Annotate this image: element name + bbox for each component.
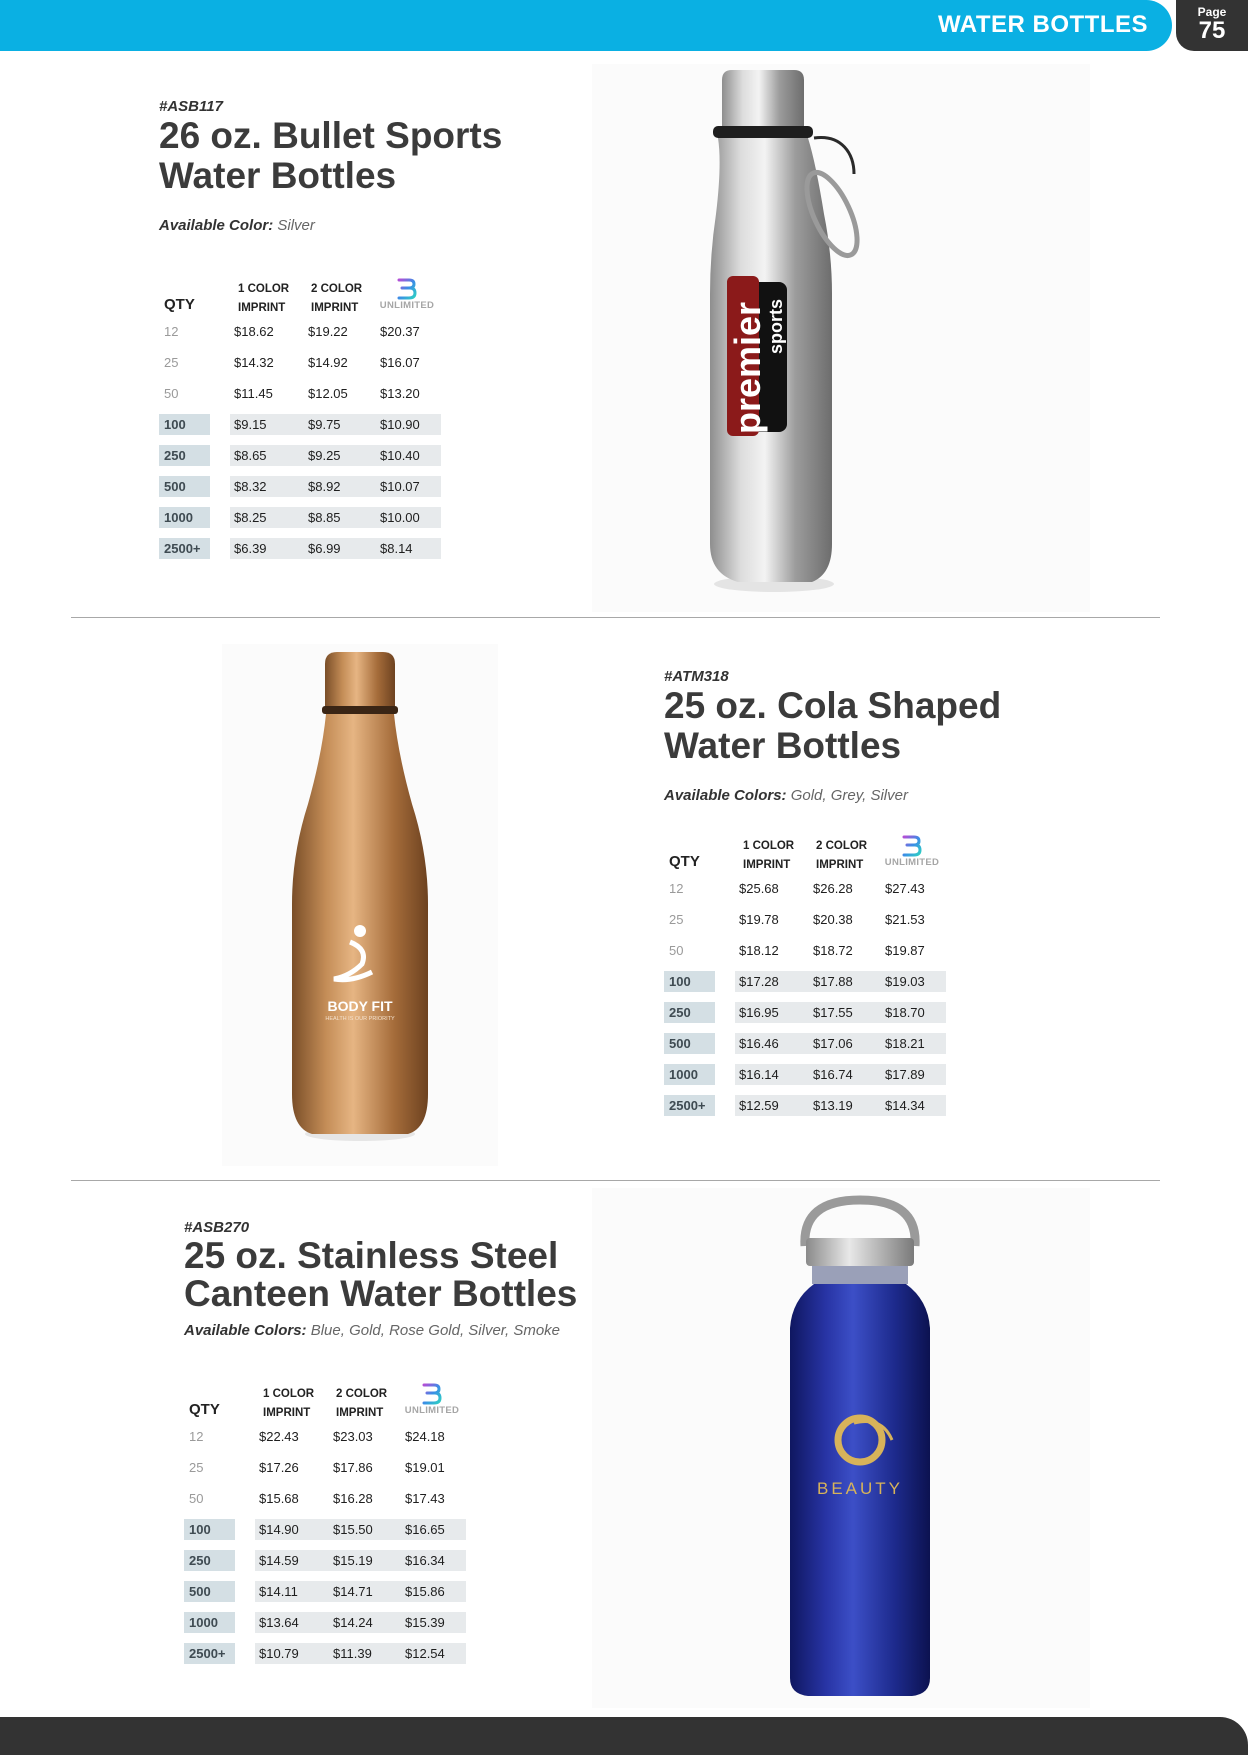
unlimited-price: $14.34	[885, 1098, 925, 1113]
two-color-price: $9.25	[308, 448, 341, 463]
product-asb117	[159, 98, 539, 568]
one-color-price: $12.59	[739, 1098, 779, 1113]
unlimited-price: $20.37	[380, 324, 420, 339]
unlimited-price: $16.65	[405, 1522, 445, 1537]
price-cells	[230, 445, 441, 466]
pricing-row	[159, 476, 441, 497]
unlimited-price: $10.00	[380, 510, 420, 525]
two-color-price: $17.86	[333, 1460, 373, 1475]
pricing-row	[184, 1519, 466, 1540]
pricing-row	[184, 1426, 466, 1447]
two-color-price: $14.71	[333, 1584, 373, 1599]
price-cells	[255, 1426, 466, 1447]
unlimited-price: $16.34	[405, 1553, 445, 1568]
pricing-table	[159, 276, 441, 566]
one-color-price: $10.79	[259, 1646, 299, 1661]
price-cells	[230, 383, 441, 404]
available-colors-value: Blue, Gold, Rose Gold, Silver, Smoke	[310, 1322, 560, 1339]
two-color-price: $19.22	[308, 324, 348, 339]
unlimited-price: $10.90	[380, 417, 420, 432]
one-color-price: $17.26	[259, 1460, 299, 1475]
two-color-price: $16.28	[333, 1491, 373, 1506]
price-cells	[255, 1519, 466, 1540]
product-title-line: 25 oz. Stainless Steel	[184, 1235, 559, 1276]
one-color-price: $17.28	[739, 974, 779, 989]
product-photo-canteen-bottle	[592, 1188, 1090, 1708]
one-color-price: $13.64	[259, 1615, 299, 1630]
price-cells	[255, 1643, 466, 1664]
unlimited-icon	[899, 835, 923, 857]
pricing-row	[159, 383, 441, 404]
one-color-price: $14.11	[259, 1584, 298, 1599]
two-color-imprint-header	[816, 837, 867, 875]
two-color-price: $13.19	[813, 1098, 853, 1113]
qty-cell: 50	[669, 943, 684, 958]
price-cells	[735, 1095, 946, 1116]
available-colors-label: Available Color:	[159, 217, 274, 234]
one-color-price: $15.68	[259, 1491, 299, 1506]
pricing-row	[184, 1457, 466, 1478]
product-sku: #ASB117	[159, 98, 223, 115]
one-color-price: $6.39	[234, 541, 267, 556]
header-line: 2 COLOR	[816, 840, 868, 852]
price-cells	[230, 538, 441, 559]
product-sku: #ATM318	[664, 668, 729, 685]
qty-cell: 100	[664, 971, 715, 992]
qty-cell: 100	[184, 1519, 235, 1540]
one-color-price: $14.90	[259, 1522, 299, 1537]
two-color-price: $14.24	[333, 1615, 373, 1630]
unlimited-price: $10.40	[380, 448, 420, 463]
unlimited-logo	[398, 1383, 466, 1417]
product-sku: #ASB270	[184, 1219, 250, 1236]
unlimited-price: $21.53	[885, 912, 925, 927]
one-color-price: $18.62	[234, 324, 274, 339]
unlimited-price: $17.89	[885, 1067, 925, 1082]
pricing-table	[184, 1381, 466, 1671]
pricing-row	[664, 1095, 946, 1116]
page-footer-bar	[0, 1717, 1248, 1755]
unlimited-price: $19.03	[885, 974, 925, 989]
one-color-imprint-header	[238, 280, 289, 318]
available-colors	[159, 217, 315, 234]
bodyfit-logo-text: BODY FIT	[327, 998, 393, 1014]
qty-cell: 50	[189, 1491, 204, 1506]
price-cells	[255, 1457, 466, 1478]
price-cells	[735, 971, 946, 992]
unlimited-price: $18.70	[885, 1005, 925, 1020]
header-line: IMPRINT	[336, 1407, 384, 1419]
one-color-price: $16.46	[739, 1036, 779, 1051]
two-color-price: $26.28	[813, 881, 853, 896]
header-line: IMPRINT	[816, 859, 864, 871]
one-color-price: $8.25	[234, 510, 267, 525]
one-color-price: $9.15	[234, 417, 267, 432]
price-cells	[230, 476, 441, 497]
pricing-row	[664, 1033, 946, 1054]
one-color-imprint-header	[263, 1385, 314, 1423]
qty-column-header: QTY	[189, 1401, 220, 1418]
bodyfit-tagline: HEALTH IS OUR PRIORITY	[325, 1016, 395, 1022]
product-photo-bullet-bottle	[592, 64, 1090, 612]
price-cells	[735, 1002, 946, 1023]
one-color-price: $19.78	[739, 912, 779, 927]
unlimited-price: $18.21	[885, 1036, 925, 1051]
header-line: 1 COLOR	[263, 1388, 315, 1400]
two-color-price: $12.05	[308, 386, 348, 401]
header-line: IMPRINT	[743, 859, 791, 871]
qty-cell: 25	[164, 355, 179, 370]
pricing-row	[184, 1488, 466, 1509]
available-colors	[184, 1322, 560, 1339]
qty-cell: 500	[184, 1581, 235, 1602]
unlimited-logo	[373, 278, 441, 312]
price-cells	[735, 940, 946, 961]
pricing-row	[184, 1643, 466, 1664]
page-label: Page	[1197, 5, 1227, 19]
unlimited-price: $17.43	[405, 1491, 445, 1506]
qty-cell: 50	[164, 386, 179, 401]
section-header-bar	[0, 0, 1172, 51]
one-color-price: $18.12	[739, 943, 779, 958]
qty-cell: 2500+	[159, 538, 210, 559]
pricing-row	[159, 538, 441, 559]
unlimited-price: $19.01	[405, 1460, 445, 1475]
page-number: 75	[1198, 17, 1226, 44]
unlimited-price: $13.20	[380, 386, 420, 401]
qty-column-header: QTY	[164, 296, 195, 313]
unlimited-price: $19.87	[885, 943, 925, 958]
canteen-bottle-image	[592, 1188, 1090, 1708]
price-cells	[255, 1581, 466, 1602]
qty-cell: 250	[159, 445, 210, 466]
pricing-row	[184, 1581, 466, 1602]
pricing-row	[159, 507, 441, 528]
pricing-row	[664, 1064, 946, 1085]
two-color-price: $8.92	[308, 479, 341, 494]
product-title-line: Water Bottles	[664, 725, 902, 766]
product-title-line: 26 oz. Bullet Sports	[159, 115, 503, 156]
qty-cell: 25	[669, 912, 684, 927]
qty-cell: 500	[159, 476, 210, 497]
unlimited-label: UNLIMITED	[884, 857, 940, 868]
pricing-row	[664, 1002, 946, 1023]
one-color-price: $16.95	[739, 1005, 779, 1020]
pricing-row	[159, 321, 441, 342]
pricing-row	[664, 878, 946, 899]
qty-cell: 12	[189, 1429, 204, 1444]
price-cells	[230, 321, 441, 342]
available-colors-label: Available Colors:	[184, 1322, 307, 1339]
qty-cell: 250	[664, 1002, 715, 1023]
unlimited-price: $12.54	[405, 1646, 445, 1661]
pricing-table	[664, 833, 946, 1123]
one-color-price: $16.14	[739, 1067, 779, 1082]
qty-cell: 500	[664, 1033, 715, 1054]
available-colors-label: Available Colors:	[664, 787, 787, 804]
qty-cell: 1000	[664, 1064, 715, 1085]
page-number-tab	[1176, 0, 1248, 51]
price-cells	[255, 1488, 466, 1509]
one-color-price: $8.65	[234, 448, 267, 463]
one-color-price: $25.68	[739, 881, 779, 896]
price-cells	[735, 1033, 946, 1054]
qty-cell: 12	[669, 881, 684, 896]
price-cells	[255, 1612, 466, 1633]
unlimited-price: $27.43	[885, 881, 925, 896]
pricing-row	[159, 352, 441, 373]
qty-cell: 250	[184, 1550, 235, 1571]
pricing-row	[664, 971, 946, 992]
one-color-price: $14.59	[259, 1553, 299, 1568]
unlimited-label: UNLIMITED	[379, 300, 435, 311]
header-line: 1 COLOR	[238, 283, 290, 295]
unlimited-icon	[419, 1383, 443, 1405]
price-cells	[230, 507, 441, 528]
two-color-price: $14.92	[308, 355, 348, 370]
two-color-price: $23.03	[333, 1429, 373, 1444]
two-color-price: $18.72	[813, 943, 853, 958]
two-color-price: $17.88	[813, 974, 853, 989]
unlimited-label: UNLIMITED	[404, 1405, 460, 1416]
qty-column-header: QTY	[669, 853, 700, 870]
two-color-imprint-header	[311, 280, 362, 318]
pricing-row	[664, 940, 946, 961]
two-color-price: $17.55	[813, 1005, 853, 1020]
header-line: IMPRINT	[238, 302, 286, 314]
unlimited-price: $15.86	[405, 1584, 445, 1599]
available-colors-value: Silver	[277, 217, 315, 234]
one-color-price: $14.32	[234, 355, 274, 370]
available-colors	[664, 787, 908, 804]
qty-cell: 100	[159, 414, 210, 435]
sports-logo-text: sports	[766, 298, 786, 354]
qty-cell: 2500+	[184, 1643, 235, 1664]
price-cells	[230, 414, 441, 435]
header-line: 2 COLOR	[311, 283, 363, 295]
one-color-price: $11.45	[234, 386, 273, 401]
two-color-price: $16.74	[813, 1067, 853, 1082]
two-color-price: $15.19	[333, 1553, 373, 1568]
price-cells	[255, 1550, 466, 1571]
available-colors-value: Gold, Grey, Silver	[790, 787, 908, 804]
section-title: WATER BOTTLES	[937, 11, 1148, 38]
product-asb270	[184, 1219, 604, 1689]
price-cells	[735, 909, 946, 930]
product-title-line: Water Bottles	[159, 155, 397, 196]
qty-cell: 12	[164, 324, 179, 339]
pricing-row	[664, 909, 946, 930]
cola-bottle-image	[222, 644, 498, 1166]
unlimited-price: $8.14	[380, 541, 413, 556]
unlimited-price: $24.18	[405, 1429, 445, 1444]
two-color-price: $8.85	[308, 510, 341, 525]
one-color-price: $22.43	[259, 1429, 299, 1444]
bullet-bottle-image	[592, 64, 1090, 612]
price-cells	[230, 352, 441, 373]
product-atm318	[664, 668, 1044, 1138]
header-line: IMPRINT	[263, 1407, 311, 1419]
header-line: IMPRINT	[311, 302, 359, 314]
product-title	[184, 1237, 577, 1313]
unlimited-logo	[878, 835, 946, 869]
unlimited-icon	[394, 278, 418, 300]
unlimited-price: $15.39	[405, 1615, 445, 1630]
header-line: 2 COLOR	[336, 1388, 388, 1400]
section-divider	[71, 1180, 1160, 1181]
unlimited-price: $16.07	[380, 355, 420, 370]
product-photo-cola-bottle	[222, 644, 498, 1166]
premier-logo-text: premier	[727, 301, 768, 434]
product-title-line: 25 oz. Cola Shaped	[664, 685, 1002, 726]
product-title-line: Canteen Water Bottles	[184, 1273, 578, 1314]
pricing-row	[159, 445, 441, 466]
unlimited-price: $10.07	[380, 479, 420, 494]
product-title	[664, 686, 1001, 766]
one-color-imprint-header	[743, 837, 794, 875]
one-color-price: $8.32	[234, 479, 267, 494]
two-color-price: $9.75	[308, 417, 341, 432]
pricing-row	[184, 1612, 466, 1633]
two-color-price: $6.99	[308, 541, 341, 556]
pricing-row	[159, 414, 441, 435]
two-color-imprint-header	[336, 1385, 387, 1423]
two-color-price: $15.50	[333, 1522, 373, 1537]
qty-cell: 1000	[159, 507, 210, 528]
beauty-logo-text: BEAUTY	[816, 1479, 904, 1498]
qty-cell: 25	[189, 1460, 204, 1475]
price-cells	[735, 878, 946, 899]
price-cells	[735, 1064, 946, 1085]
two-color-price: $17.06	[813, 1036, 853, 1051]
two-color-price: $20.38	[813, 912, 853, 927]
qty-cell: 2500+	[664, 1095, 715, 1116]
two-color-price: $11.39	[333, 1646, 372, 1661]
pricing-row	[184, 1550, 466, 1571]
qty-cell: 1000	[184, 1612, 235, 1633]
section-divider	[71, 617, 1160, 618]
header-line: 1 COLOR	[743, 840, 795, 852]
product-title	[159, 116, 502, 196]
